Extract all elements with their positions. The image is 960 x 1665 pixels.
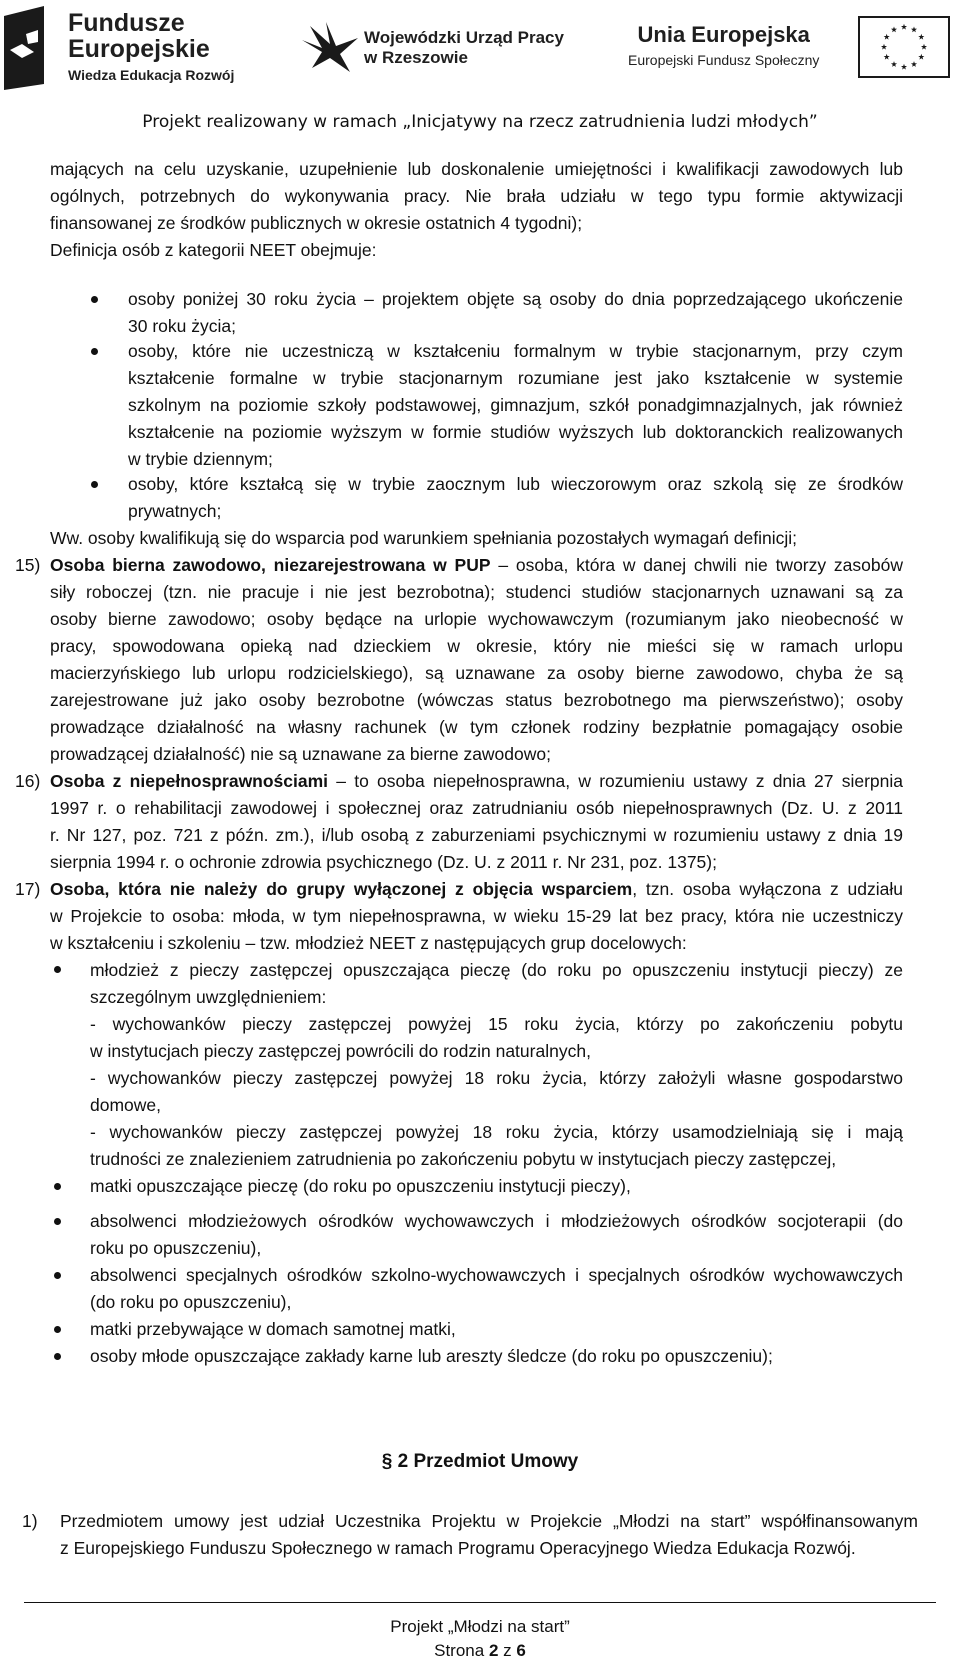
page-word: Strona — [434, 1641, 485, 1660]
fundusze-europejskie-logo — [4, 4, 244, 90]
excluded-bullet-4-line-2: (do roku po opuszczeniu), — [90, 1292, 292, 1312]
excluded-bullet-4-line-1: absolwenci specjalnych ośrodków szkolno-wychowawczych i specjalnych ośrodków wychowawczych — [90, 1265, 903, 1285]
bullet-dot — [54, 1183, 61, 1190]
item-17-line-2: w Projekcie to osoba: młoda, w tym niepełnosprawna, w wieku 15-29 lat bez pracy, która nie uczestniczy — [50, 906, 903, 926]
excluded-bullet-1-line-5: - wychowanków pieczy zastępczej powyżej 18 roku życia, którzy założyli własne gospodarstwo — [90, 1068, 903, 1088]
item-15-number: 15) — [15, 555, 41, 575]
wup-logo-line2: w Rzeszowie — [364, 48, 468, 67]
item-16-line-2: 1997 r. o rehabilitacji zawodowej i społecznej oraz zatrudnianiu osób niepełnosprawnych (Dz. U. z 2011 — [50, 798, 903, 818]
item-15-line-5: macierzyńskiego lub urlopu rodzicielskiego), są uznawane za osoby bierne zawodowo, chyba że są — [50, 663, 903, 683]
neet-bullet-3-line-2: prywatnych; — [128, 501, 222, 521]
bullet-dot — [54, 1218, 61, 1225]
neet-bullet-1-line-1: osoby poniżej 30 roku życia – projektem objęte są osoby do dnia poprzedzającego ukończenie — [128, 289, 903, 309]
bullet-dot — [91, 296, 98, 303]
section-item-1-line-1: Przedmiotem umowy jest udział Uczestnika Projektu w Projekcie „Młodzi na start” współfinansowanym — [60, 1511, 918, 1531]
ww-qualification-line: Ww. osoby kwalifikują się do wsparcia pod warunkiem spełniania pozostałych wymagań definicji; — [50, 528, 798, 548]
neet-bullet-2-line-2: kształcenie formalne w trybie stacjonarnym rozumiane jest jako kształcenie w systemie — [128, 368, 903, 388]
page-total: 6 — [516, 1641, 526, 1660]
intro-line-3: finansowanej ze środków publicznych w okresie ostatnich 4 tygodni); — [50, 213, 583, 233]
eu-logo-line2: Europejski Fundusz Społeczny — [628, 52, 820, 68]
intro-line-2: ogólnych, potrzebnych do wykonywania pracy. Nie brała udziału w tego typu formie aktywizacji — [50, 186, 903, 206]
excluded-bullet-1-line-8: trudności ze znalezieniem zatrudnienia po zakończeniu pobytu w instytucjach pieczy zastępczej, — [90, 1149, 837, 1169]
neet-bullet-2-line-5: w trybie dziennym; — [128, 449, 273, 469]
item-17-line-1: Osoba, która nie należy do grupy wyłączonej z objęcia wsparciem, tzn. osoba wyłączona z udziału — [50, 879, 903, 899]
eu-logo-line1: Unia Europejska — [637, 22, 810, 47]
intro-line-1: mających na celu uzyskanie, uzupełnienie lub doskonalenie umiejętności i kwalifikacji zawodowych lub — [50, 159, 903, 179]
wup-rzeszow-logo — [300, 18, 590, 78]
excluded-bullet-2-line-1: matki opuszczające pieczę (do roku po opuszczeniu instytucji pieczy), — [90, 1176, 631, 1196]
item-16-line-4: sierpnia 1994 r. o ochronie zdrowia psychicznego (Dz. U. z 2011 r. Nr 231, poz. 1375); — [50, 852, 717, 872]
page-footer — [0, 1615, 960, 1663]
excluded-bullet-1-line-6: domowe, — [90, 1095, 162, 1115]
bullet-dot — [54, 1326, 61, 1333]
item-17-number: 17) — [15, 879, 41, 899]
item-15-line-3: osoby bierne zawodowo; osoby będące na urlopie wychowawczym (rozumianym jako nieobecność w — [50, 609, 903, 629]
excluded-bullet-1-line-2: szczególnym uwzględnieniem: — [90, 987, 327, 1007]
item-17-term: Osoba, która nie należy do grupy wyłączonej z objęcia wsparciem — [50, 879, 633, 899]
eu-flag-icon — [858, 16, 950, 78]
excluded-bullet-5-line-1: matki przebywające w domach samotnej matki, — [90, 1319, 456, 1339]
excluded-bullet-1-line-4: w instytucjach pieczy zastępczej powrócili do rodzin naturalnych, — [90, 1041, 591, 1061]
fe-logo-line1: Fundusze — [68, 9, 185, 37]
section-item-1-number: 1) — [22, 1511, 38, 1531]
item-15-line-1: Osoba bierna zawodowo, niezarejestrowana w PUP – osoba, która w danej chwili nie tworzy zasobów — [50, 555, 903, 575]
project-funding-line: Projekt realizowany w ramach „Inicjatywy na rzecz zatrudnienia ludzi młodych” — [142, 112, 818, 132]
excluded-bullet-3-line-1: absolwenci młodzieżowych ośrodków wychowawczych i młodzieżowych ośrodków socjoterapii (do — [90, 1211, 903, 1231]
excluded-bullet-6-line-1: osoby młode opuszczające zakłady karne lub areszty śledcze (do roku po opuszczeniu); — [90, 1346, 773, 1366]
page-number: 2 — [488, 1641, 499, 1660]
eu-logo-text — [628, 22, 819, 68]
neet-bullet-2-line-4: kształcenie na poziomie wyższym w formie studiów wyższych lub doktoranckich realizowanych — [128, 422, 903, 442]
fe-logo-line3: Wiedza Edukacja Rozwój — [68, 67, 235, 83]
section-item-1-line-2: z Europejskiego Funduszu Społecznego w ramach Programu Operacyjnego Wiedza Edukacja Rozwój. — [60, 1538, 856, 1558]
wup-bird-icon — [300, 18, 360, 74]
item-16-line-3: r. Nr 127, poz. 721 z późn. zm.), i/lub osobą z zaburzeniami psychicznymi w rozumieniu ustawy z dnia 19 — [50, 825, 903, 845]
neet-bullet-2-line-3: szkolnym na poziomie szkoły podstawowej, gimnazjum, szkół ponadgimnazjalnych, jak również — [128, 395, 903, 415]
item-15-line-8: prowadzącej działalność) nie są uznawane za bierne zawodowo; — [50, 744, 551, 764]
section-title: § 2 Przedmiot Umowy — [381, 1451, 579, 1472]
item-17-line-3: w kształceniu i szkoleniu – tzw. młodzież NEET z następujących grup docelowych: — [50, 933, 687, 953]
item-15-line-2: siły roboczej (tzn. nie pracuje i nie jest bezrobotna); studenci studiów stacjonarnych uznawani są za — [50, 582, 903, 602]
fe-logo-line2: Europejskie — [68, 35, 210, 63]
excluded-bullet-3-line-2: roku po opuszczeniu), — [90, 1238, 262, 1258]
wup-logo-line1: Wojewódzki Urząd Pracy — [364, 28, 564, 47]
excluded-bullet-1-line-7: - wychowanków pieczy zastępczej powyżej 18 roku życia, którzy usamodzielniają się i mają — [90, 1122, 903, 1142]
bullet-dot — [91, 348, 98, 355]
bullet-dot — [54, 966, 61, 973]
item-16-line-1: Osoba z niepełnosprawnościami – to osoba niepełnosprawna, w rozumieniu ustawy z dnia 27 sierpnia — [50, 771, 903, 791]
page-of-word: z — [503, 1641, 512, 1660]
page-counter — [0, 1639, 960, 1663]
footer-project-name: Projekt „Młodzi na start” — [390, 1617, 570, 1636]
item-15-line-6: zarejestrowane już jako osoby bezrobotne (wówczas status bezrobotnego ma pierwszeństwo); osoby — [50, 690, 903, 710]
neet-bullet-1-line-2: 30 roku życia; — [128, 316, 236, 336]
bullet-dot — [91, 481, 98, 488]
item-15-line-4: pracy, spowodowana opieką nad dzieckiem w okresie, który nie mieści się w ramach urlopu — [50, 636, 903, 656]
neet-definition-heading: Definicja osób z kategorii NEET obejmuje: — [50, 240, 377, 260]
footer-divider — [24, 1602, 936, 1603]
fundusze-europejskie-mark-icon — [4, 4, 60, 90]
item-15-term: Osoba bierna zawodowo, niezarejestrowana w PUP — [50, 555, 491, 575]
excluded-bullet-1-line-3: - wychowanków pieczy zastępczej powyżej 15 roku życia, którzy po zakończeniu pobytu — [90, 1014, 903, 1034]
bullet-dot — [54, 1272, 61, 1279]
item-16-number: 16) — [15, 771, 41, 791]
bullet-dot — [54, 1353, 61, 1360]
neet-bullet-2-line-1: osoby, które nie uczestniczą w kształceniu formalnym w trybie stacjonarnym, przy czym — [128, 341, 903, 361]
page-header — [0, 0, 960, 100]
neet-bullet-3-line-1: osoby, które kształcą się w trybie zaocznym lub wieczorowym oraz szkolą się ze środków — [128, 474, 903, 494]
excluded-bullet-1-line-1: młodzież z pieczy zastępczej opuszczająca pieczę (do roku po opuszczeniu instytucji pieczy) ze — [90, 960, 903, 980]
item-15-line-7: prowadzące działalność na własny rachunek (w tym członek rodziny bezpłatnie pomagający osobie — [50, 717, 903, 737]
item-16-term: Osoba z niepełnosprawnościami — [50, 771, 329, 791]
